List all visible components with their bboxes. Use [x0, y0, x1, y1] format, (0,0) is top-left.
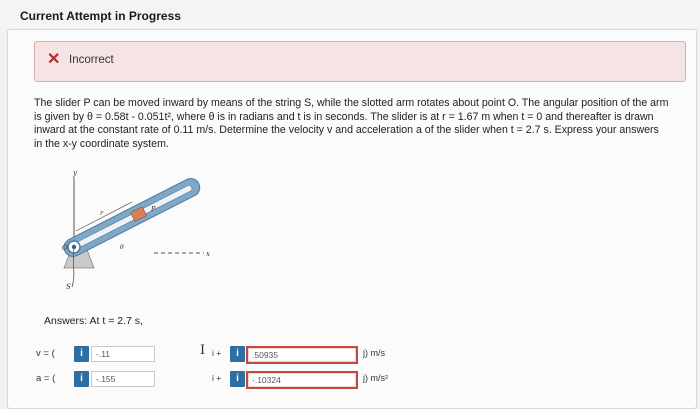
acceleration-i-input[interactable]: -.155: [91, 371, 155, 387]
x-axis-label: x: [206, 250, 210, 258]
velocity-j-input[interactable]: .50935: [246, 346, 358, 364]
origin-label: O: [62, 244, 68, 252]
alert-text: Incorrect: [69, 54, 114, 66]
acceleration-j-input[interactable]: -.10324: [246, 371, 358, 389]
problem-figure: [34, 165, 234, 300]
acceleration-unit: j) m/s²: [363, 373, 388, 383]
info-icon[interactable]: i: [74, 346, 89, 362]
velocity-i-input[interactable]: -.11: [91, 346, 155, 362]
acceleration-label: a = (: [36, 373, 56, 384]
problem-line: The slider P can be moved inward by means of the string S, while the slotted arm rotates about point O. The angular position of the arm: [34, 97, 669, 109]
r-label: r: [100, 209, 104, 217]
header-bar: [0, 0, 700, 28]
text-cursor-icon: I: [200, 343, 206, 358]
info-icon[interactable]: i: [74, 371, 89, 387]
velocity-label: v = (: [36, 348, 55, 359]
i-plus-label: i +: [212, 373, 222, 383]
velocity-unit: j) m/s: [363, 348, 385, 358]
y-axis-label: y: [73, 169, 77, 177]
i-plus-label: i +: [212, 348, 222, 358]
incorrect-alert: [34, 41, 686, 82]
velocity-row: [36, 343, 416, 364]
close-icon: ✕: [47, 51, 61, 68]
problem-line: in the x-y coordinate system.: [34, 137, 169, 150]
page-title: Current Attempt in Progress: [20, 9, 181, 23]
problem-line: is given by θ = 0.58t - 0.051t², where θ is in radians and t is in seconds. The slider is at r = 1.67 m when t = 0 and thereafter is drawn: [34, 110, 654, 123]
info-icon[interactable]: i: [230, 371, 245, 387]
theta-label: θ: [120, 244, 124, 251]
acceleration-row: [36, 371, 416, 389]
answers-heading: Answers: At t = 2.7 s,: [44, 315, 143, 327]
p-label: P: [151, 205, 156, 213]
problem-statement: [34, 97, 686, 151]
s-label: S: [66, 283, 71, 291]
info-icon[interactable]: i: [230, 346, 245, 362]
problem-line: inward at the constant rate of 0.11 m/s. Determine the velocity v and acceleration a of the slider when t = 2.7 s. Express your answers: [34, 124, 659, 137]
slotted-arm: [61, 175, 203, 259]
